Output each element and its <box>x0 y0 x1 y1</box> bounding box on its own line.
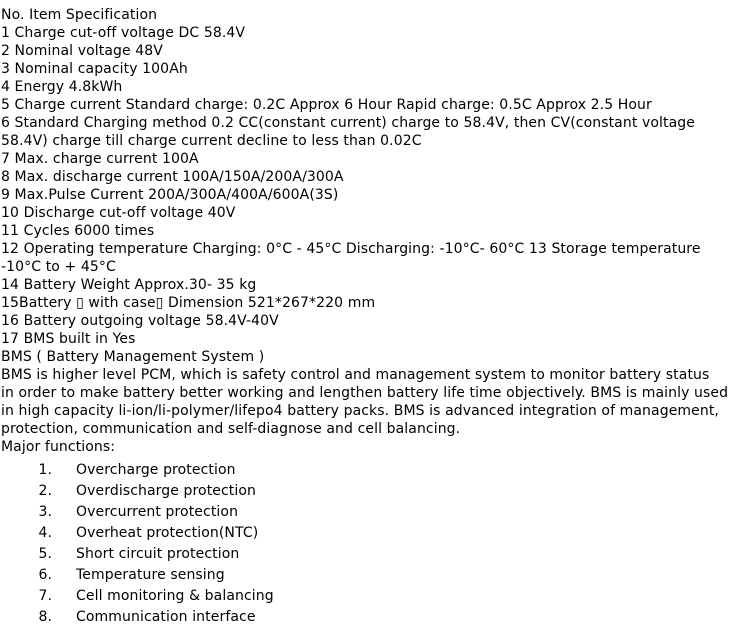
spec-line-operating-temperature: 12 Operating temperature Charging: 0°C - 45°C Discharging: -10°C- 60°C 13 Storage temperature <box>1 241 701 257</box>
list-item-text: Overdischarge protection <box>76 482 257 499</box>
spec-line-bms-built-in: 17 BMS built in Yes <box>1 331 136 347</box>
functions-heading: Major functions: <box>1 439 116 455</box>
list-item-number: 4. <box>38 524 52 541</box>
list-item-number: 7. <box>38 587 52 604</box>
spec-line-max-pulse-current: 9 Max.Pulse Current 200A/300A/400A/600A(3S) <box>1 187 339 203</box>
spec-line-dimension: 15Battery ▯ with case▯ Dimension 521*267*220 mm <box>1 295 376 311</box>
list-item-number: 5. <box>38 545 52 562</box>
spec-line-max-charge-current: 7 Max. charge current 100A <box>1 151 199 167</box>
spec-line-storage-temperature-cont: -10°C to + 45°C <box>1 259 116 275</box>
bms-heading: BMS ( Battery Management System ) <box>1 349 265 365</box>
list-item-number: 2. <box>38 482 52 499</box>
list-item-text: Cell monitoring & balancing <box>76 587 274 604</box>
list-item <box>1 522 750 543</box>
list-item-number: 8. <box>38 608 52 625</box>
functions-list <box>1 459 750 627</box>
spec-section <box>1 6 750 348</box>
spec-header: No. Item Specification <box>1 7 158 23</box>
list-item-text: Short circuit protection <box>76 545 240 562</box>
bms-paragraph-line: in order to make battery better working and lengthen battery life time objectively. BMS is mainly used <box>1 385 729 401</box>
list-item <box>1 459 750 480</box>
spec-line-cycles: 11 Cycles 6000 times <box>1 223 155 239</box>
spec-line-max-discharge-current: 8 Max. discharge current 100A/150A/200A/300A <box>1 169 344 185</box>
spec-line-charge-cutoff: 1 Charge cut-off voltage DC 58.4V <box>1 25 246 41</box>
bms-section <box>1 348 750 627</box>
list-item-text: Temperature sensing <box>76 566 225 583</box>
spec-line-outgoing-voltage: 16 Battery outgoing voltage 58.4V-40V <box>1 313 279 329</box>
list-item <box>1 543 750 564</box>
list-item-text: Communication interface <box>76 608 256 625</box>
bms-paragraph-line: protection, communication and self-diagnose and cell balancing. <box>1 421 461 437</box>
list-item <box>1 564 750 585</box>
spec-line-weight: 14 Battery Weight Approx.30- 35 kg <box>1 277 257 293</box>
list-item <box>1 501 750 522</box>
spec-line-discharge-cutoff: 10 Discharge cut-off voltage 40V <box>1 205 236 221</box>
bms-paragraph-line: in high capacity li-ion/li-polymer/lifepo4 battery packs. BMS is advanced integration of management, <box>1 403 719 419</box>
list-item-number: 3. <box>38 503 52 520</box>
list-item-text: Overheat protection(NTC) <box>76 524 259 541</box>
list-item <box>1 585 750 606</box>
bms-paragraph-line: BMS is higher level PCM, which is safety control and management system to monitor battery status <box>1 367 710 383</box>
spec-line-charging-method-cont: 58.4V) charge till charge current decline to less than 0.02C <box>1 133 422 149</box>
list-item-number: 6. <box>38 566 52 583</box>
list-item <box>1 480 750 501</box>
spec-line-charging-method: 6 Standard Charging method 0.2 CC(constant current) charge to 58.4V, then CV(constant voltage <box>1 115 695 131</box>
list-item-number: 1. <box>38 461 52 478</box>
spec-line-charge-current: 5 Charge current Standard charge: 0.2C Approx 6 Hour Rapid charge: 0.5C Approx 2.5 Hour <box>1 97 652 113</box>
list-item <box>1 606 750 627</box>
list-item-text: Overcharge protection <box>76 461 236 478</box>
spec-line-nominal-capacity: 3 Nominal capacity 100Ah <box>1 61 188 77</box>
spec-line-energy: 4 Energy 4.8kWh <box>1 79 123 95</box>
spec-line-nominal-voltage: 2 Nominal voltage 48V <box>1 43 163 59</box>
list-item-text: Overcurrent protection <box>76 503 239 520</box>
